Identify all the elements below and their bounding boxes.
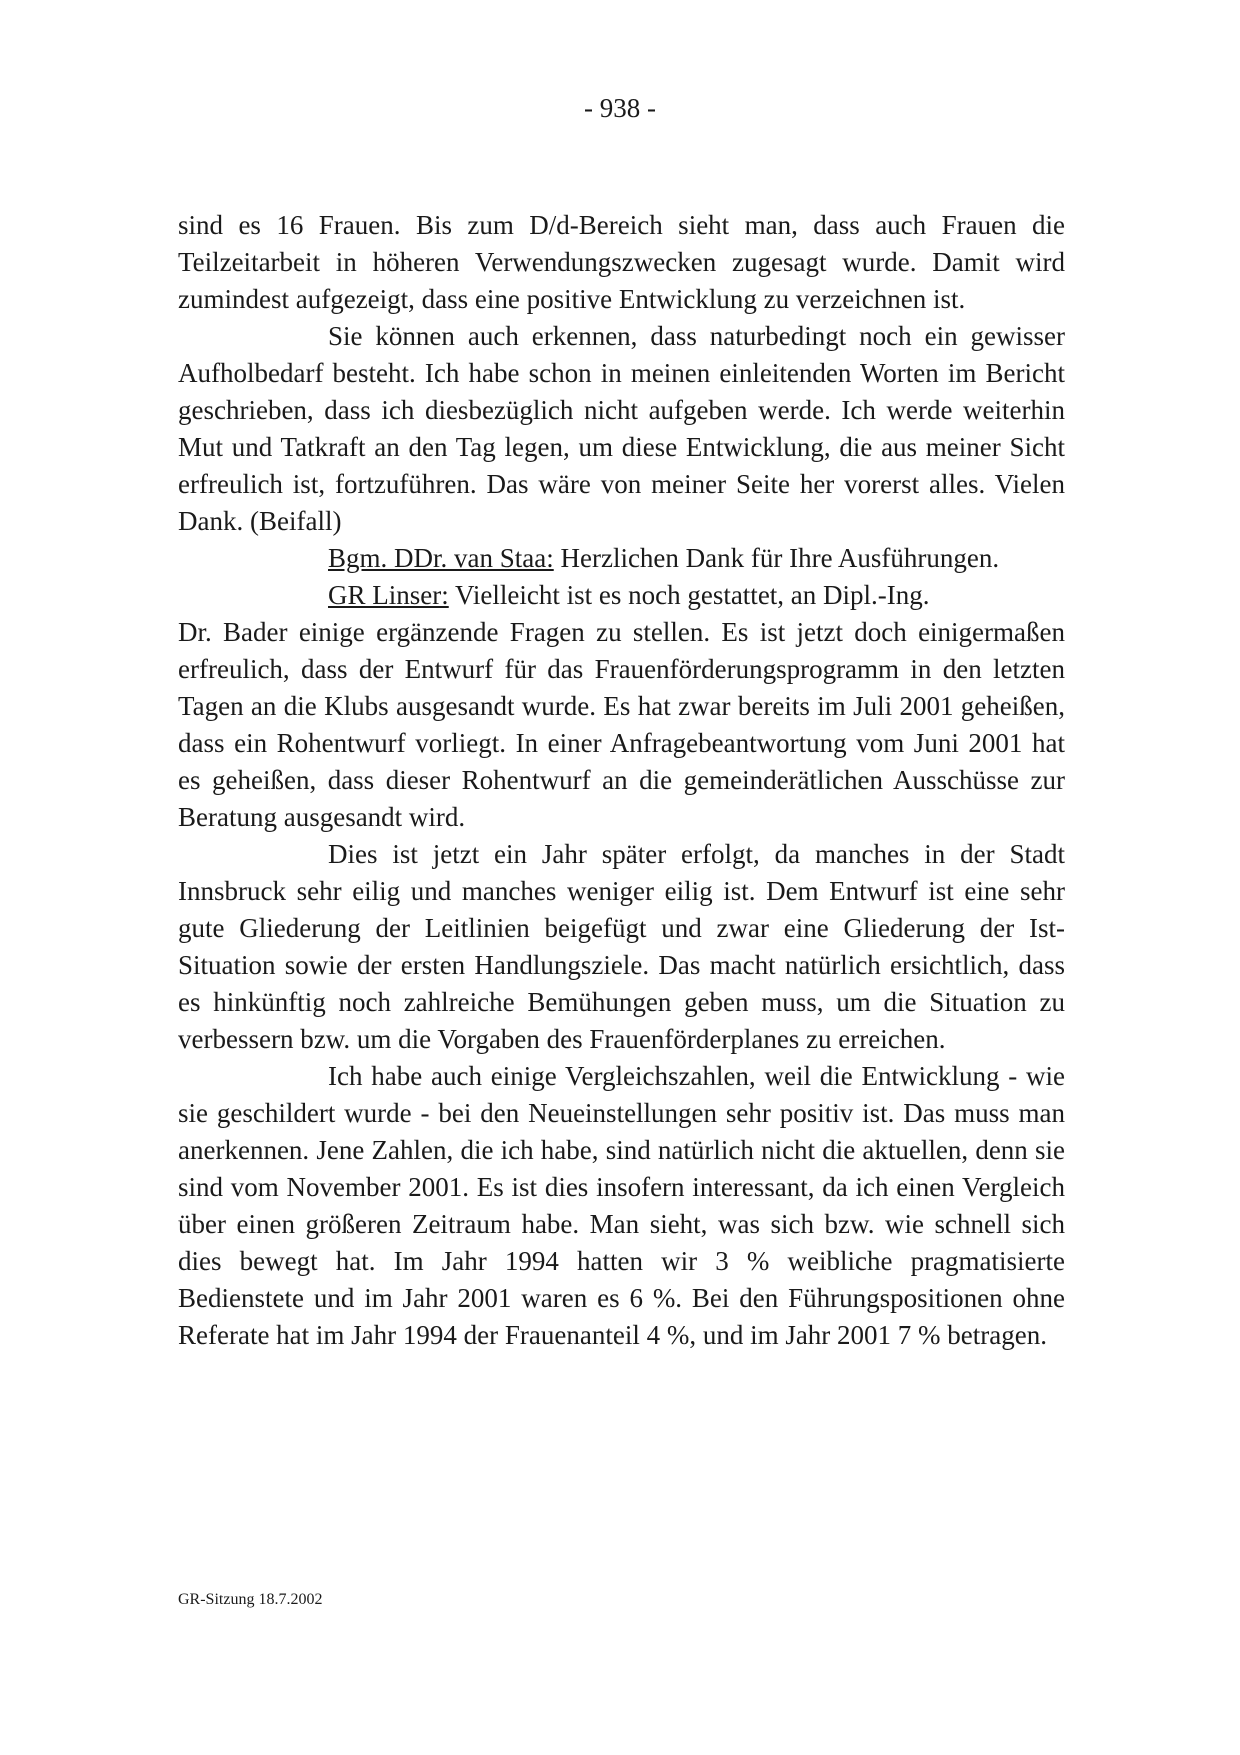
speaker-statement	[178, 540, 1065, 577]
statement-first-line: Vielleicht ist es noch gestattet, an Dipl.-Ing.	[448, 580, 930, 610]
paragraph: Dies ist jetzt ein Jahr später erfolgt, da manches in der Stadt Innsbruck sehr eilig und manches weniger eilig ist. Dem Entwurf ist eine sehr gute Gliederung der Leitlinien beigefügt und zwar eine Gliederung der Ist-Situation sowie der ersten Handlungsziele. Das macht natürlich ersichtlich, dass es hinkünftig noch zahlreiche Bemühungen geben muss, um die Situation zu verbessern bzw. um die Vorgaben des Frauenförderplanes zu erreichen.	[178, 839, 1065, 1054]
speaker-name: Bgm. DDr. van Staa:	[328, 543, 554, 573]
page-number: - 938 -	[584, 93, 656, 123]
paragraph: Sie können auch erkennen, dass naturbedingt noch ein gewisser Aufholbedarf besteht. Ich habe schon in meinen einleitenden Worten im Bericht geschrieben, dass ich diesbezüglich nicht aufgeben werde. Ich werde weiterhin Mut und Tatkraft an den Tag legen, um diese Entwicklung, die aus meiner Sicht erfreulich ist, fortzuführen. Das wäre von meiner Seite her vorerst alles. Vielen Dank. (Beifall)	[178, 321, 1065, 536]
statement-text: Herzlichen Dank für Ihre Ausführungen.	[553, 543, 1000, 573]
speaker-name: GR Linser:	[328, 580, 449, 610]
paragraph: Ich habe auch einige Vergleichszahlen, weil die Entwicklung - wie sie geschildert wurde - bei den Neueinstellungen sehr positiv ist. Das muss man anerkennen. Jene Zahlen, die ich habe, sind natürlich nicht die aktuellen, denn sie sind vom November 2001. Es ist dies insofern interessant, da ich einen Vergleich über einen größeren Zeitraum habe. Man sieht, was sich bzw. wie schnell sich dies bewegt hat. Im Jahr 1994 hatten wir 3 % weibliche pragmatisierte Bedienstete und im Jahr 2001 waren es 6 %. Bei den Führungspositionen ohne Referate hat im Jahr 1994 der Frauenanteil 4 %, und im Jahr 2001 7 % betragen.	[178, 1061, 1065, 1350]
footer-session-date: GR-Sitzung 18.7.2002	[178, 1591, 323, 1608]
speaker-line	[178, 577, 1065, 614]
paragraph: sind es 16 Frauen. Bis zum D/d-Bereich sieht man, dass auch Frauen die Teilzeitarbeit in höheren Verwendungszwecken zugesagt wurde. Damit wird zumindest aufgezeigt, dass eine positive Entwicklung zu verzeichnen ist.	[178, 210, 1065, 314]
speaker-statement	[178, 577, 1065, 836]
statement-text: Dr. Bader einige ergänzende Fragen zu stellen. Es ist jetzt doch einigermaßen erfreulich, dass der Entwurf für das Frauenförderungsprogramm in den letzten Tagen an die Klubs ausgesandt wurde. Es hat zwar bereits im Juli 2001 geheißen, dass ein Rohentwurf vorliegt. In einer Anfragebeantwortung vom Juni 2001 hat es geheißen, dass dieser Rohentwurf an die gemeinderätlichen Ausschüsse zur Beratung ausgesandt wird.	[178, 617, 1065, 832]
transcript-body	[178, 207, 1065, 1354]
